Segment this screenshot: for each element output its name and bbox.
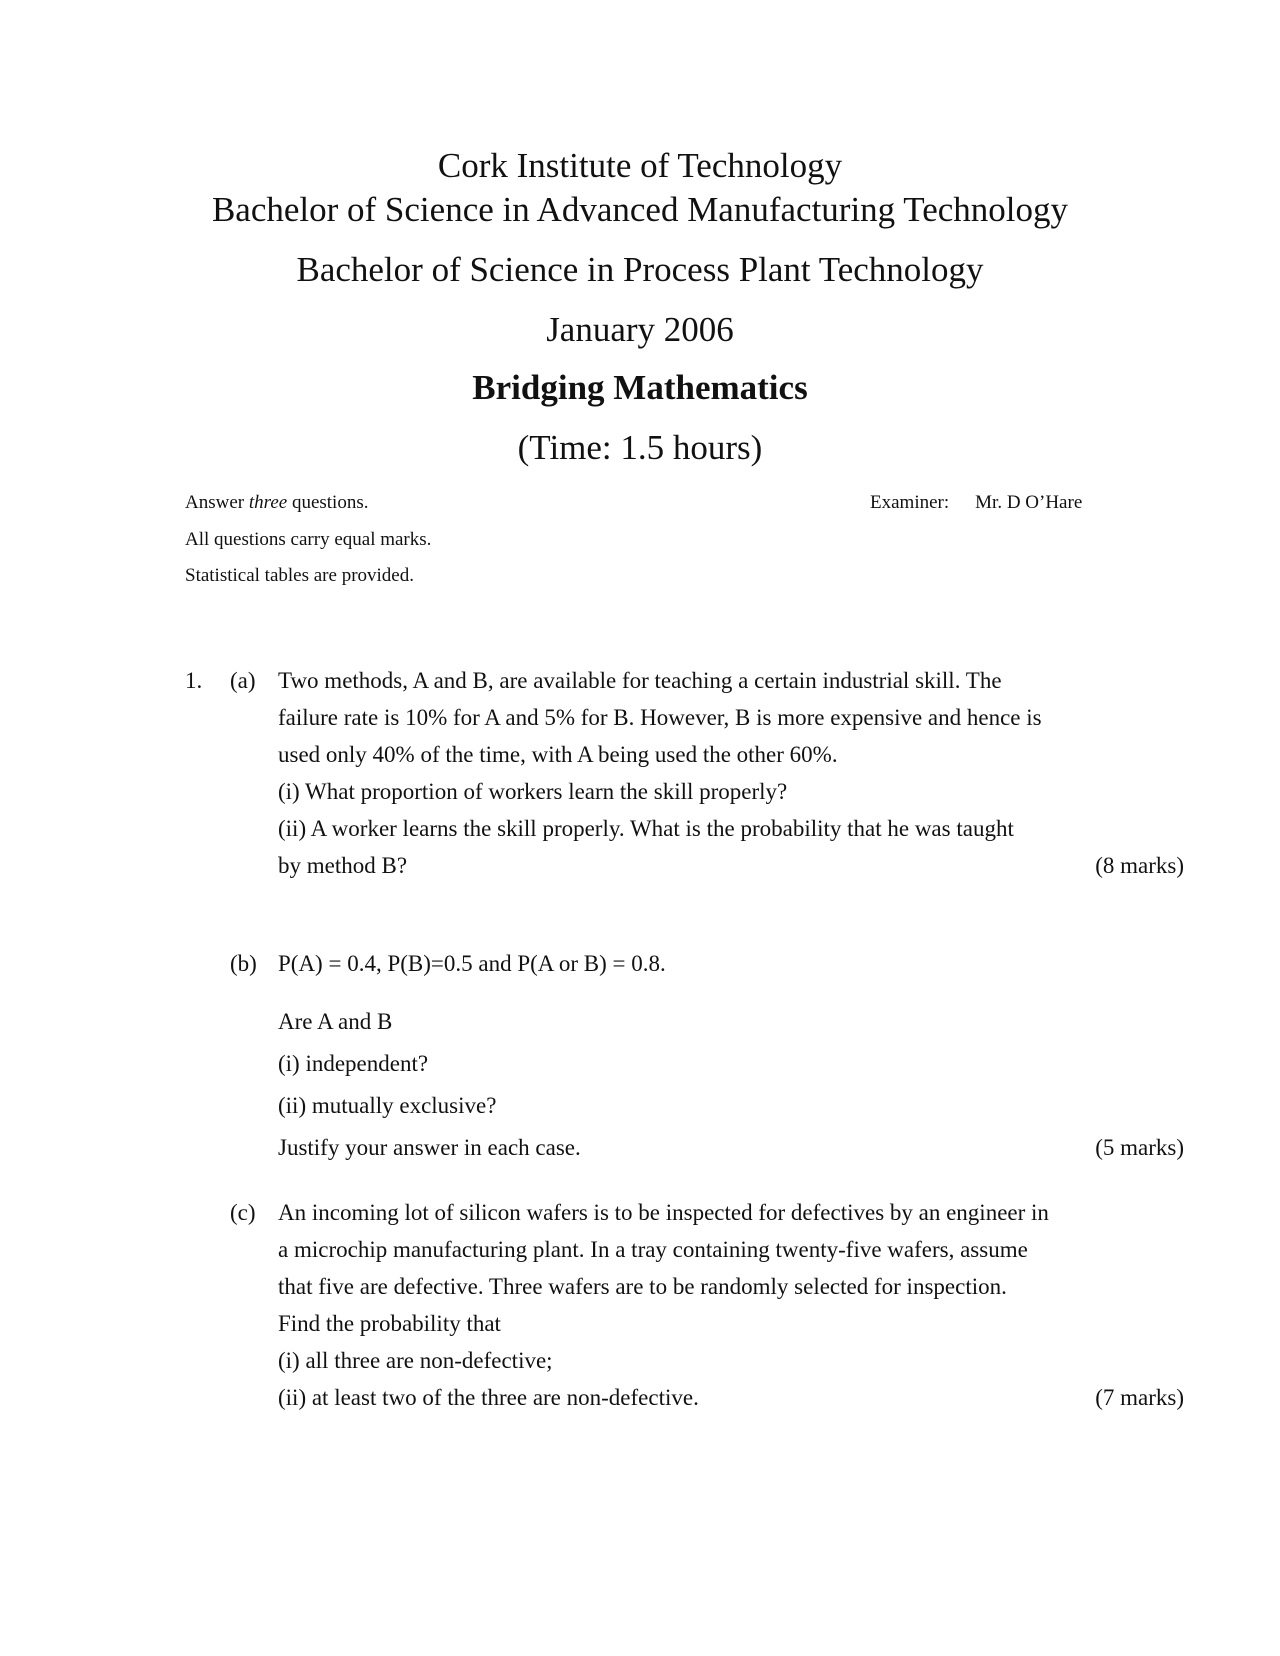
part-a-line: Two methods, A and B, are available for teaching a certain industrial skill. The [278,668,1002,693]
part-a-line: used only 40% of the time, with A being used the other 60%. [278,742,838,767]
instruction-tables: Statistical tables are provided. [185,565,414,586]
instruction-emphasis: three [248,492,288,513]
part-b-line: (i) independent? [278,1051,429,1076]
part-a-line: failure rate is 10% for A and 5% for B. However, B is more expensive and hence is [278,705,1042,730]
part-a-line: (i) What proportion of workers learn the skill properly? [278,779,788,804]
subject-title: Bridging Mathematics [472,368,808,407]
instruction-equal-marks: All questions carry equal marks. [185,529,432,550]
part-b-line: (ii) mutually exclusive? [278,1093,497,1118]
examiner-label: Examiner: [870,492,950,513]
part-b-marks: (5 marks) [1095,1135,1184,1160]
instruction-text: Answer [185,492,249,513]
part-c-marks: (7 marks) [1095,1385,1184,1410]
part-c-line: that five are defective. Three wafers are to be randomly selected for inspection. [278,1274,1007,1299]
instruction-text: questions. [287,492,369,513]
examiner-name: Mr. D O’Hare [975,492,1083,513]
part-a-label: (a) [230,668,256,693]
part-a-line: by method B? [278,853,408,878]
part-b-line: Justify your answer in each case. [278,1135,581,1160]
part-c-line: An incoming lot of silicon wafers is to be inspected for defectives by an engineer in [278,1200,1049,1225]
instruction-answer-count [185,491,368,515]
part-c-label: (c) [230,1200,256,1225]
part-a-line: (ii) A worker learns the skill properly. What is the probability that he was taught [278,816,1014,841]
examiner [870,491,1082,515]
exam-date: January 2006 [546,310,734,349]
part-a-marks: (8 marks) [1095,853,1184,878]
part-c-line: Find the probability that [278,1311,501,1336]
programme-title-2: Bachelor of Science in Process Plant Technology [296,250,984,289]
part-b-line: P(A) = 0.4, P(B)=0.5 and P(A or B) = 0.8. [278,951,666,976]
part-b-line: Are A and B [278,1009,393,1034]
part-c-line: a microchip manufacturing plant. In a tray containing twenty-five wafers, assume [278,1237,1028,1262]
part-c-line: (i) all three are non-defective; [278,1348,553,1373]
question-number: 1. [185,668,203,693]
programme-title-1: Bachelor of Science in Advanced Manufacturing Technology [211,190,1069,229]
exam-duration: (Time: 1.5 hours) [517,428,763,467]
part-c-line: (ii) at least two of the three are non-defective. [278,1385,699,1410]
part-b-label: (b) [230,951,257,976]
institution-title: Cork Institute of Technology [437,146,843,185]
